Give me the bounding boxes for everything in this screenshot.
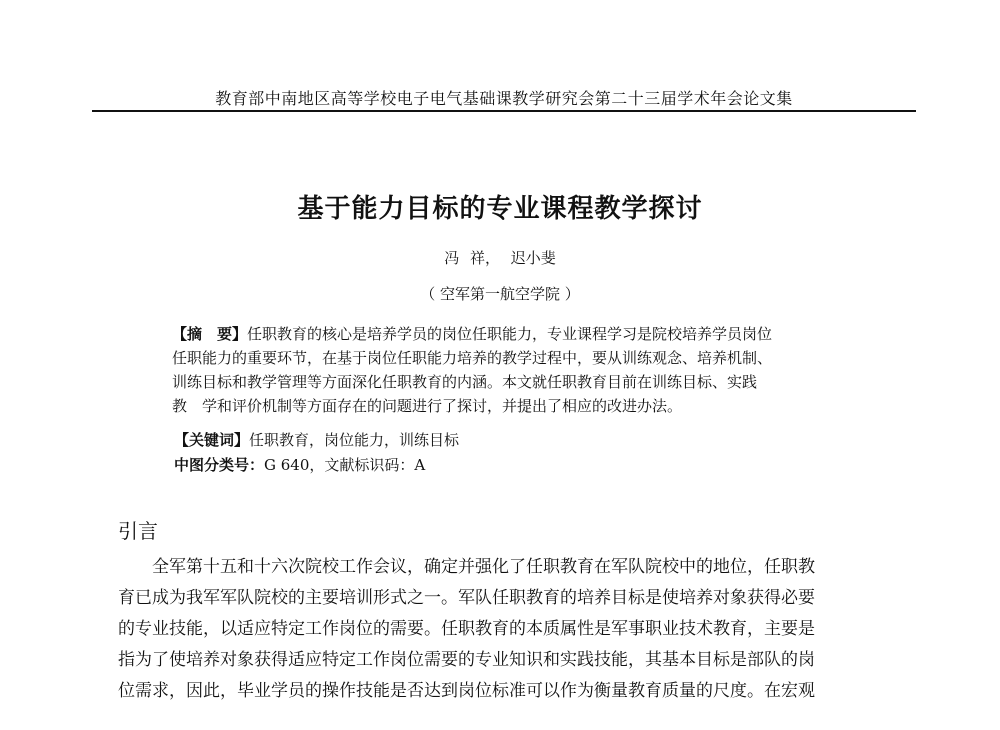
keywords-value: 任职教育，岗位能力，训练目标	[249, 431, 460, 449]
body-line: 的专业技能，以适应特定工作岗位的需要。任职教育的本质属性是军事职业技术教育，主要是	[118, 619, 815, 639]
abstract-line: 教 学和评价机制等方面存在的问题进行了探讨，并提出了相应的改进办法。	[172, 397, 683, 415]
classification-line	[174, 454, 854, 476]
keywords-label: 【关键词】	[174, 431, 250, 449]
abstract-label: 【摘 要】	[172, 325, 248, 343]
abstract-line: 任职能力的重要环节，在基于岗位任职能力培养的教学过程中，要从训练观念、培养机制、	[172, 349, 773, 367]
header-rule	[92, 110, 916, 112]
classification-value: G 640，文献标识码：A	[264, 456, 426, 474]
paper-affiliation: （ 空军第一航空学院 ）	[420, 285, 580, 303]
section-heading: 引言	[118, 519, 158, 543]
abstract-line: 训练目标和教学管理等方面深化任职教育的内涵。本文就任职教育目前在训练目标、实践	[172, 373, 758, 391]
body-line: 位需求，因此，毕业学员的操作技能是否达到岗位标准可以作为衡量教育质量的尺度。在宏观	[118, 681, 815, 701]
paper-authors: 冯 祥， 迟小斐	[444, 249, 556, 267]
keywords-line	[174, 429, 854, 451]
body-paragraph	[118, 552, 894, 707]
running-header: 教育部中南地区高等学校电子电气基础课教学研究会第二十三届学术年会论文集	[215, 89, 793, 108]
classification-label: 中图分类号：	[174, 456, 265, 474]
abstract-line	[172, 322, 852, 346]
body-line: 全军第十五和十六次院校工作会议，确定并强化了任职教育在军队院校中的地位，任职教	[152, 557, 815, 577]
body-line: 育已成为我军军队院校的主要培训形式之一。军队任职教育的培养目标是使培养对象获得必要	[118, 588, 815, 608]
paper-title: 基于能力目标的专业课程教学探讨	[297, 194, 703, 224]
abstract-block	[172, 322, 852, 418]
body-line: 指为了使培养对象获得适应特定工作岗位需要的专业知识和实践技能，其基本目标是部队的岗	[118, 650, 815, 670]
abstract-text: 任职教育的核心是培养学员的岗位任职能力，专业课程学习是院校培养学员岗位	[247, 325, 773, 343]
